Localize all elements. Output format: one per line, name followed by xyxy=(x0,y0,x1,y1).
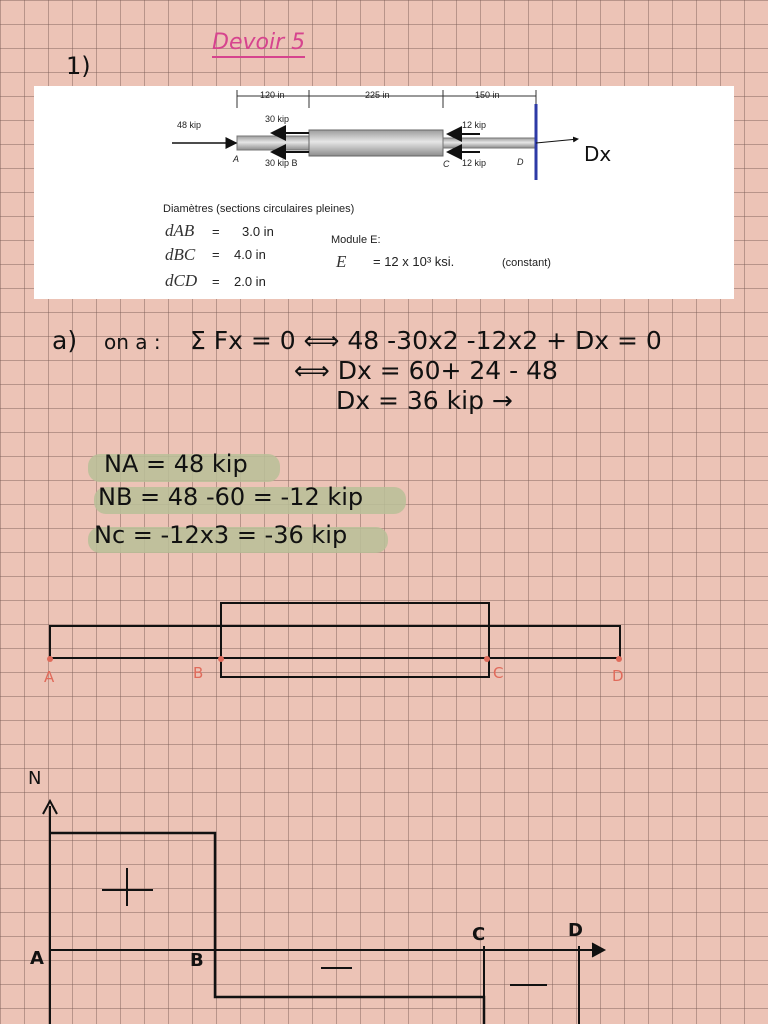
load-30-bottom: 30 kip B xyxy=(265,158,298,168)
d-bc-eq: = xyxy=(212,247,220,262)
sketch-point-a: A xyxy=(44,668,55,686)
diagram-point-a: A xyxy=(30,948,44,969)
diagram-point-b: B xyxy=(190,950,204,971)
modulus-note: (constant) xyxy=(502,257,551,269)
solution-intro: on a : xyxy=(104,330,161,354)
d-bc-value: 4.0 in xyxy=(234,247,266,262)
load-12-top: 12 kip xyxy=(462,120,487,130)
modulus-label: Module E: xyxy=(331,234,381,246)
point-c: C xyxy=(443,159,450,169)
modulus-symbol: E xyxy=(336,252,347,271)
diagram-point-c: C xyxy=(472,924,486,945)
force-na: NA = 48 kip xyxy=(104,450,248,478)
sketch-point-b: B xyxy=(193,664,204,682)
load-30-top: 30 kip xyxy=(265,114,290,124)
d-ab-value: 3.0 in xyxy=(242,224,274,239)
d-cd-symbol: dCD xyxy=(165,271,198,290)
sketch-point-c: C xyxy=(493,664,504,682)
n-axis-label: N xyxy=(28,768,42,789)
d-bc-symbol: dBC xyxy=(165,245,196,264)
point-a: A xyxy=(233,154,240,164)
question-number: 1) xyxy=(66,52,91,80)
dim-ab: 120 in xyxy=(260,90,285,100)
diameters-title: Diamètres (sections circulaires pleines) xyxy=(163,203,355,215)
reaction-label: Dx xyxy=(584,142,612,166)
d-ab-symbol: dAB xyxy=(165,221,195,240)
page-title: Devoir 5 xyxy=(212,30,305,58)
part-label: a) xyxy=(52,326,78,355)
sketch-point-d: D xyxy=(612,667,624,685)
d-cd-value: 2.0 in xyxy=(234,274,266,289)
modulus-value: = 12 x 10³ ksi. xyxy=(373,254,455,269)
load-12-bottom: 12 kip xyxy=(462,158,487,168)
n-diagram-line xyxy=(50,833,484,1024)
dx-result: Dx = 36 kip → xyxy=(336,386,513,415)
point-d: D xyxy=(517,157,524,167)
d-cd-eq: = xyxy=(212,274,220,289)
d-ab-eq: = xyxy=(212,224,220,239)
force-nc: Nc = -12x3 = -36 kip xyxy=(94,521,348,549)
equilibrium-eq: Σ Fx = 0 ⟺ 48 -30x2 -12x2 + Dx = 0 xyxy=(190,326,662,355)
load-48: 48 kip xyxy=(177,120,202,130)
dim-bc: 225 in xyxy=(365,90,390,100)
diagram-point-d: D xyxy=(568,920,583,941)
dim-cd: 150 in xyxy=(475,90,500,100)
force-nb: NB = 48 -60 = -12 kip xyxy=(98,483,364,511)
equilibrium-step: ⟺ Dx = 60+ 24 - 48 xyxy=(294,356,558,385)
